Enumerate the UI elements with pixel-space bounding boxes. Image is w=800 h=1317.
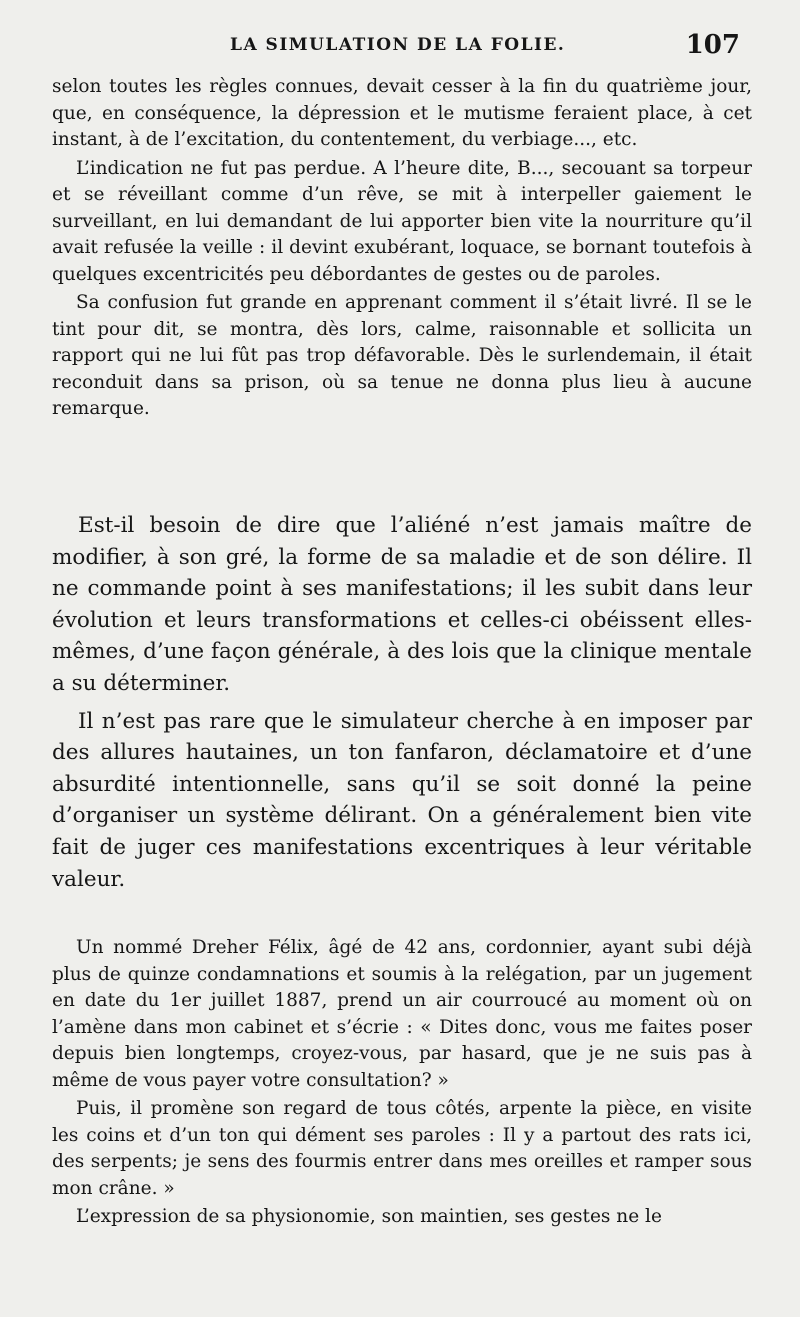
paragraph: Puis, il promène son regard de tous côtés, arpente la pièce, en visite les coins et d’un ton qui dément ses paroles : Il y a partout des rats ici, des serpents; je sens des fourmis entrer dans mes oreilles et ramper sous mon crâne. »	[52, 1098, 752, 1199]
text-block-main	[52, 510, 752, 895]
text-block-case-dreher	[52, 935, 752, 1231]
page-number: 107	[685, 30, 740, 60]
paragraph: Est-il besoin de dire que l’aliéné n’est jamais maître de modifier, à son gré, la forme de sa maladie et de son délire. Il ne commande point à ses manifestations; il les subit dans leur évolution et leurs transformations et celles-ci obéissent elles-mêmes, d’une façon générale, à des lois que la clinique mentale a su déterminer.	[52, 513, 752, 696]
paragraph-truncated: L’expression de sa physionomie, son maintien, ses gestes ne le	[76, 1206, 662, 1227]
running-title: LA SIMULATION DE LA FOLIE.	[230, 35, 566, 55]
paragraph: Sa confusion fut grande en apprenant comment il s’était livré. Il se le tint pour dit, se montra, dès lors, calme, raisonnable et sollicita un rapport qui ne lui fût pas trop défavorable. Dès le surlendemain, il était reconduit dans sa prison, où sa tenue ne donna plus lieu à aucune remarque.	[52, 292, 752, 419]
page-header	[50, 32, 740, 62]
paragraph: Un nommé Dreher Félix, âgé de 42 ans, cordonnier, ayant subi déjà plus de quinze condamnations et soumis à la relégation, par un jugement en date du 1er juillet 1887, prend un air courroucé au moment où on l’amène dans mon cabinet et s’écrie : « Dites donc, vous me faites poser depuis bien longtemps, croyez-vous, par hasard, que je ne suis pas à même de vous payer votre consultation? »	[52, 937, 752, 1091]
paragraph: L’indication ne fut pas perdue. A l’heure dite, B..., secouant sa torpeur et se réveillant comme d’un rêve, se mit à interpeller gaiement le surveillant, en lui demandant de lui apporter bien vite la nourriture qu’il avait refusée la veille : il devint exubérant, loquace, se bornant toutefois à quelques excentricités peu débordantes de gestes ou de paroles.	[52, 157, 752, 285]
text-block-case-b	[52, 74, 752, 423]
paragraph: Il n’est pas rare que le simulateur cherche à en imposer par des allures hautaines, un ton fanfaron, déclamatoire et d’une absurdité intentionnelle, sans qu’il se soit donné la peine d’organiser un système délirant. On a généralement bien vite fait de juger ces manifestations excentriques à leur véritable valeur.	[52, 708, 752, 892]
paragraph-continued: selon toutes les règles connues, devait cesser à la fin du quatrième jour, que, en conséquence, la dépression et le mutisme feraient place, à cet instant, à de l’excitation, du contentement, du verbiage..., etc.	[52, 76, 752, 150]
